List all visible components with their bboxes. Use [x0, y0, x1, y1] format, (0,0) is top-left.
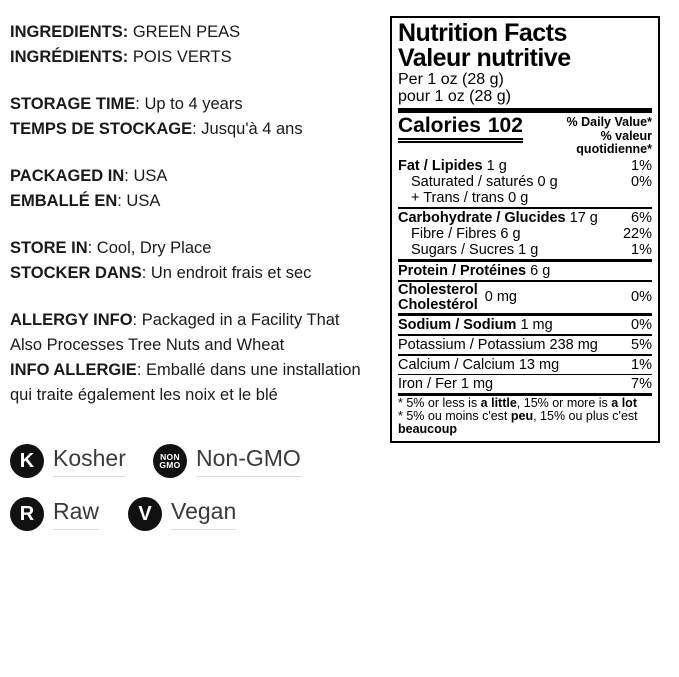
ingredients-group [10, 20, 388, 70]
calories-row [398, 115, 652, 157]
nutrient-row-fat: Fat / Lipides 1 g 1% [398, 157, 652, 174]
badge-non-gmo [153, 444, 301, 478]
storage-time-group [10, 92, 388, 142]
serving-size-fr: pour 1 oz (28 g) [398, 88, 511, 105]
nutrient-row-protein: Protein / Protéines 6 g [398, 262, 551, 279]
badge-non-gmo-label: Non-GMO [196, 445, 301, 477]
allergy-info-group [10, 308, 388, 408]
allergy-info-line1-en: ALLERGY INFO: Packaged in a Facility That [10, 311, 340, 329]
store-in-line-fr: STOCKER DANS: Un endroit frais et sec [10, 264, 312, 282]
allergy-info-line1-fr: INFO ALLERGIE: Emballé dans une installation [10, 361, 361, 379]
packaged-in-line-fr: EMBALLÉ EN: USA [10, 192, 161, 210]
header-divider [398, 108, 652, 113]
store-in-group [10, 236, 388, 286]
nutrient-row-trans: + Trans / trans 0 g [411, 189, 529, 206]
nutrient-row-potassium: Potassium / Potassium 238 mg 5% [398, 337, 652, 353]
footnote-fr-cont: beaucoup [398, 421, 458, 436]
nutrition-title-en: Nutrition Facts [398, 19, 567, 47]
divider [398, 374, 652, 376]
ingredients-line-fr: INGRÉDIENTS: POIS VERTS [10, 48, 232, 66]
product-details [10, 20, 388, 430]
vegan-icon: V [128, 497, 162, 531]
nutrient-row-carbohydrate: Carbohydrate / Glucides 17 g 6% [398, 210, 652, 226]
non-gmo-icon: NON GMO [153, 444, 187, 478]
storage-time-line-en: STORAGE TIME: Up to 4 years [10, 95, 243, 113]
packaged-in-line-en: PACKAGED IN: USA [10, 167, 168, 185]
badge-kosher [10, 444, 126, 478]
divider [398, 313, 652, 316]
calories-value: Calories 102 [398, 115, 523, 143]
nutrient-row-fibre: Fibre / Fibres 6 g 22% [411, 226, 652, 242]
badge-raw-label: Raw [53, 498, 99, 530]
nutrition-title-fr: Valeur nutritive [398, 44, 571, 72]
nutrient-row-saturated: Saturated / saturés 0 g 0% [411, 173, 652, 190]
nutrient-row-sugars: Sugars / Sucres 1 g 1% [411, 242, 652, 258]
allergy-info-line2-en: Also Processes Tree Nuts and Wheat [10, 336, 285, 354]
footnote-en: * 5% or less is a little, 15% or more is a lot [398, 395, 637, 410]
nutrient-row-cholesterol: Cholesterol Cholestérol 0 mg 0% [398, 282, 652, 313]
divider [398, 259, 652, 262]
ingredients-line-en: INGREDIENTS: GREEN PEAS [10, 23, 241, 41]
nutrient-row-sodium: Sodium / Sodium 1 mg 0% [398, 316, 652, 333]
store-in-line-en: STORE IN: Cool, Dry Place [10, 239, 212, 257]
kosher-icon: K [10, 444, 44, 478]
nutrition-facts-label [390, 16, 660, 443]
nutrient-row-calcium: Calcium / Calcium 13 mg 1% [398, 356, 652, 373]
divider [398, 207, 652, 210]
serving-size-en: Per 1 oz (28 g) [398, 71, 504, 88]
raw-icon: R [10, 497, 44, 531]
badge-raw [10, 497, 99, 531]
storage-time-line-fr: TEMPS DE STOCKAGE: Jusqu'à 4 ans [10, 120, 303, 138]
badge-vegan [128, 497, 236, 531]
divider [398, 334, 652, 337]
allergy-info-line2-fr: qui traite également les noix et le blé [10, 386, 278, 404]
badge-vegan-label: Vegan [171, 498, 236, 530]
daily-value-heading: % Daily Value* % valeur quotidienne* [566, 115, 652, 156]
footnote [398, 397, 652, 436]
nutrient-row-iron: Iron / Fer 1 mg 7% [398, 376, 652, 392]
footnote-fr: * 5% ou moins c'est peu, 15% ou plus c'est [398, 408, 638, 423]
badge-kosher-label: Kosher [53, 445, 126, 477]
packaged-in-group [10, 164, 388, 214]
divider [398, 354, 652, 356]
